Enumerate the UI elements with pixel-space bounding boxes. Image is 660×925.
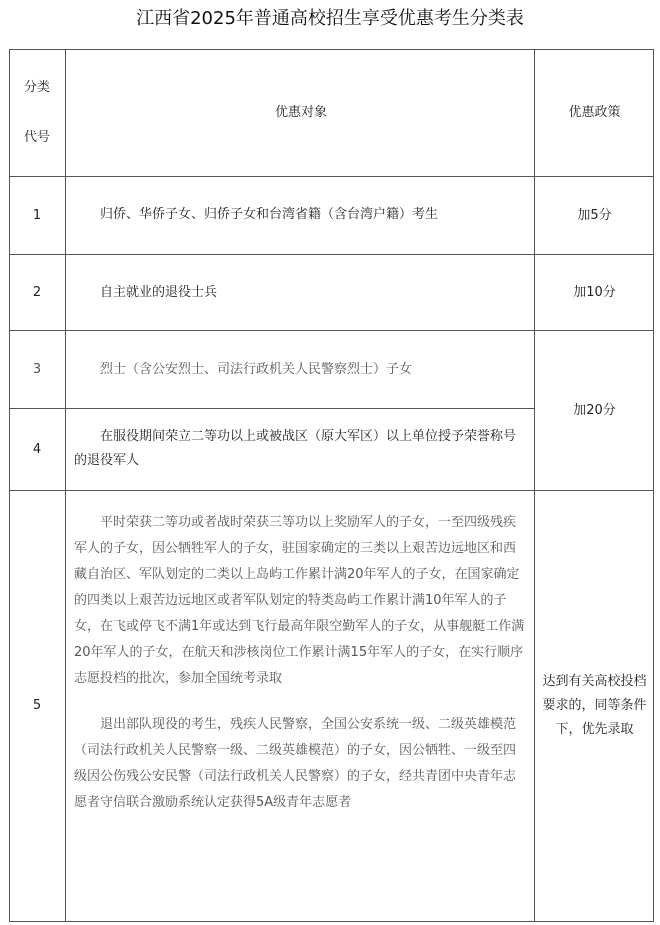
row-2-object: 自主就业的退役士兵 <box>100 285 218 300</box>
header-code-cell <box>9 50 65 176</box>
header-object-cell <box>66 50 534 176</box>
row-2-policy: 加10分 <box>573 284 616 300</box>
row-3-code: 3 <box>32 361 42 377</box>
row-1-object: 归侨、华侨子女、归侨子女和台湾省籍（含台湾户籍）考生 <box>100 207 439 222</box>
row-5-object-paragraph-1: 平时荣获二等功或者战时荣获三等功以上奖励军人的子女，一至四级残疾军人的子女，因公牺牲军人的子女，驻国家确定的三类以上艰苦边远地区和西藏自治区、军队划定的二类以上岛屿工作累计满20年军人的子女，在国家确定的四类以上艰苦边远地区或者军队划定的特类岛屿工作累计满10年军人的子女，在飞或停飞不满1年或达到飞行最高年限空勤军人的子女，从事舰艇工作满20年军人的子女，在航天和涉核岗位工作累计满15年军人的子女，在实行顺序志愿投档的批次，参加全国统考录取 <box>74 515 525 686</box>
row-4-object: 在服役期间荣立二等功以上或被战区（原大军区）以上单位授予荣誉称号的退役军人 <box>74 429 517 468</box>
row-5-policy <box>535 491 654 921</box>
header-policy-cell <box>535 50 654 176</box>
row-5-policy-text: 达到有关高校投档要求的，同等条件下，优先录取 <box>542 674 647 737</box>
row-1-code: 1 <box>32 207 42 223</box>
header-policy-label: 优惠政策 <box>568 105 621 120</box>
rows-3-4-policy: 加20分 <box>573 402 616 418</box>
row-2-code: 2 <box>32 284 42 300</box>
policy-table <box>9 49 654 922</box>
header-object-label: 优惠对象 <box>274 105 327 120</box>
header-code-line1: 分类 <box>23 80 50 95</box>
row-5-code: 5 <box>32 698 42 713</box>
table-rule <box>9 408 535 409</box>
header-code-line2: 代号 <box>23 130 50 145</box>
row-4-code: 4 <box>32 441 42 457</box>
row-5-object <box>66 510 534 816</box>
row-5-object-paragraph-2: 退出部队现役的考生，残疾人民警察，全国公安系统一级、二级英雄模范（司法行政机关人民警察一级、二级英雄模范）的子女，因公牺牲、一级至四级因公伤残公安民警（司法行政机关人民警察）的子女，经共青团中央青年志愿者守信联合激励系统认定获得5A级青年志愿者 <box>74 717 517 810</box>
table-border-bottom <box>9 921 654 922</box>
row-3-object: 烈士（含公安烈士、司法行政机关人民警察烈士）子女 <box>100 362 413 377</box>
row-1-policy: 加5分 <box>577 207 612 223</box>
page-title: 江西省2025年普通高校招生享受优惠考生分类表 <box>136 8 524 29</box>
